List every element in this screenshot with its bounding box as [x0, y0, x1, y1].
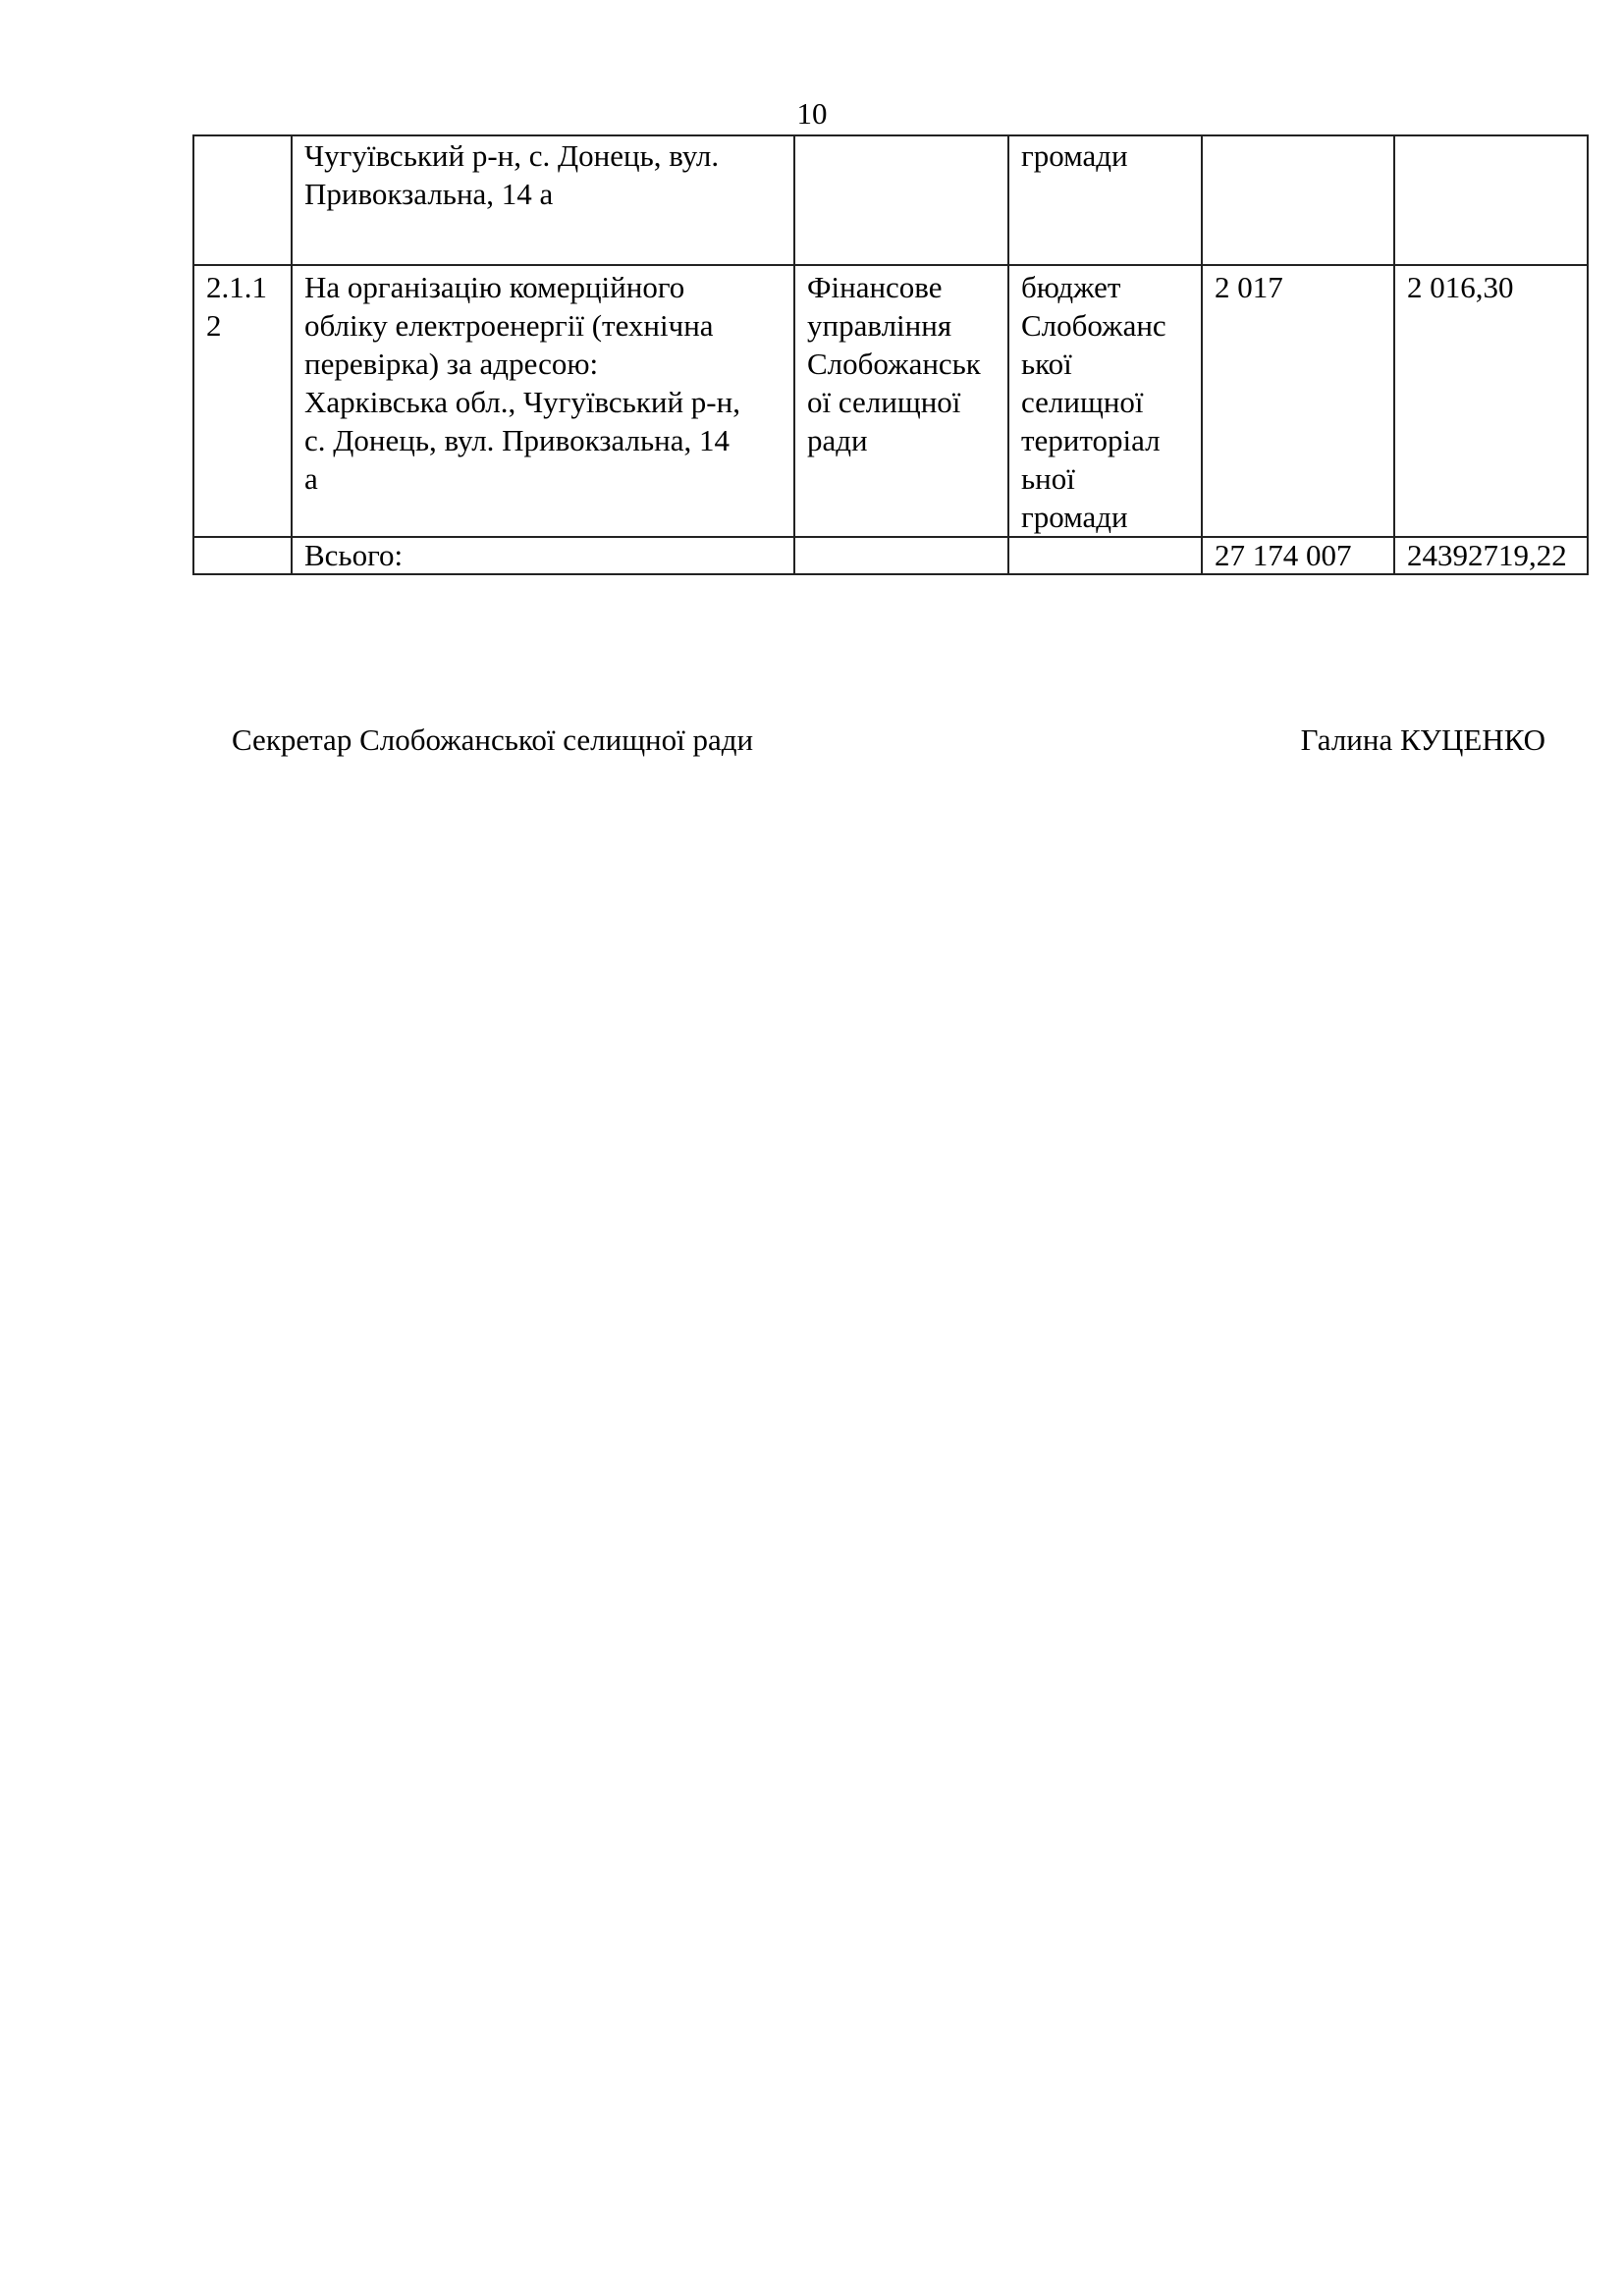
- empty-cell: [1008, 537, 1202, 574]
- total-label: Всього:: [292, 537, 794, 574]
- empty-cell: [794, 537, 1008, 574]
- executor-cell: Фінансове управління Слобожанськ ої селищної ради: [794, 265, 1008, 537]
- funding-source-cell: громади: [1008, 135, 1202, 265]
- description-cell: Чугуївський р-н, с. Донець, вул. Привокзальна, 14 а: [292, 135, 794, 265]
- empty-cell: [193, 537, 292, 574]
- signatory-position: Секретар Слобожанської селищної ради: [232, 722, 754, 757]
- total-actual-cell: 24392719,22: [1394, 537, 1588, 574]
- planned-amount-cell: [1202, 135, 1394, 265]
- planned-amount-cell: 2 017: [1202, 265, 1394, 537]
- row-number-cell: [193, 135, 292, 265]
- table-row: [193, 265, 1588, 537]
- total-row: [193, 537, 1588, 574]
- budget-table: [192, 134, 1589, 575]
- executor-cell: [794, 135, 1008, 265]
- description-cell: На організацію комерційного обліку електроенергії (технічна перевірка) за адресою: Харківська обл., Чугуївський р-н, с. Донець, вул. Привокзальна, 14 а: [292, 265, 794, 537]
- page-number: 10: [796, 96, 828, 131]
- total-planned-cell: 27 174 007: [1202, 537, 1394, 574]
- actual-amount-cell: 2 016,30: [1394, 265, 1588, 537]
- actual-amount-cell: [1394, 135, 1588, 265]
- row-number-cell: 2.1.1 2: [193, 265, 292, 537]
- signatory-name: Галина КУЦЕНКО: [1300, 722, 1545, 757]
- funding-source-cell: бюджет Слобожанс ької селищної територіал ьної громади: [1008, 265, 1202, 537]
- table-row: [193, 135, 1588, 265]
